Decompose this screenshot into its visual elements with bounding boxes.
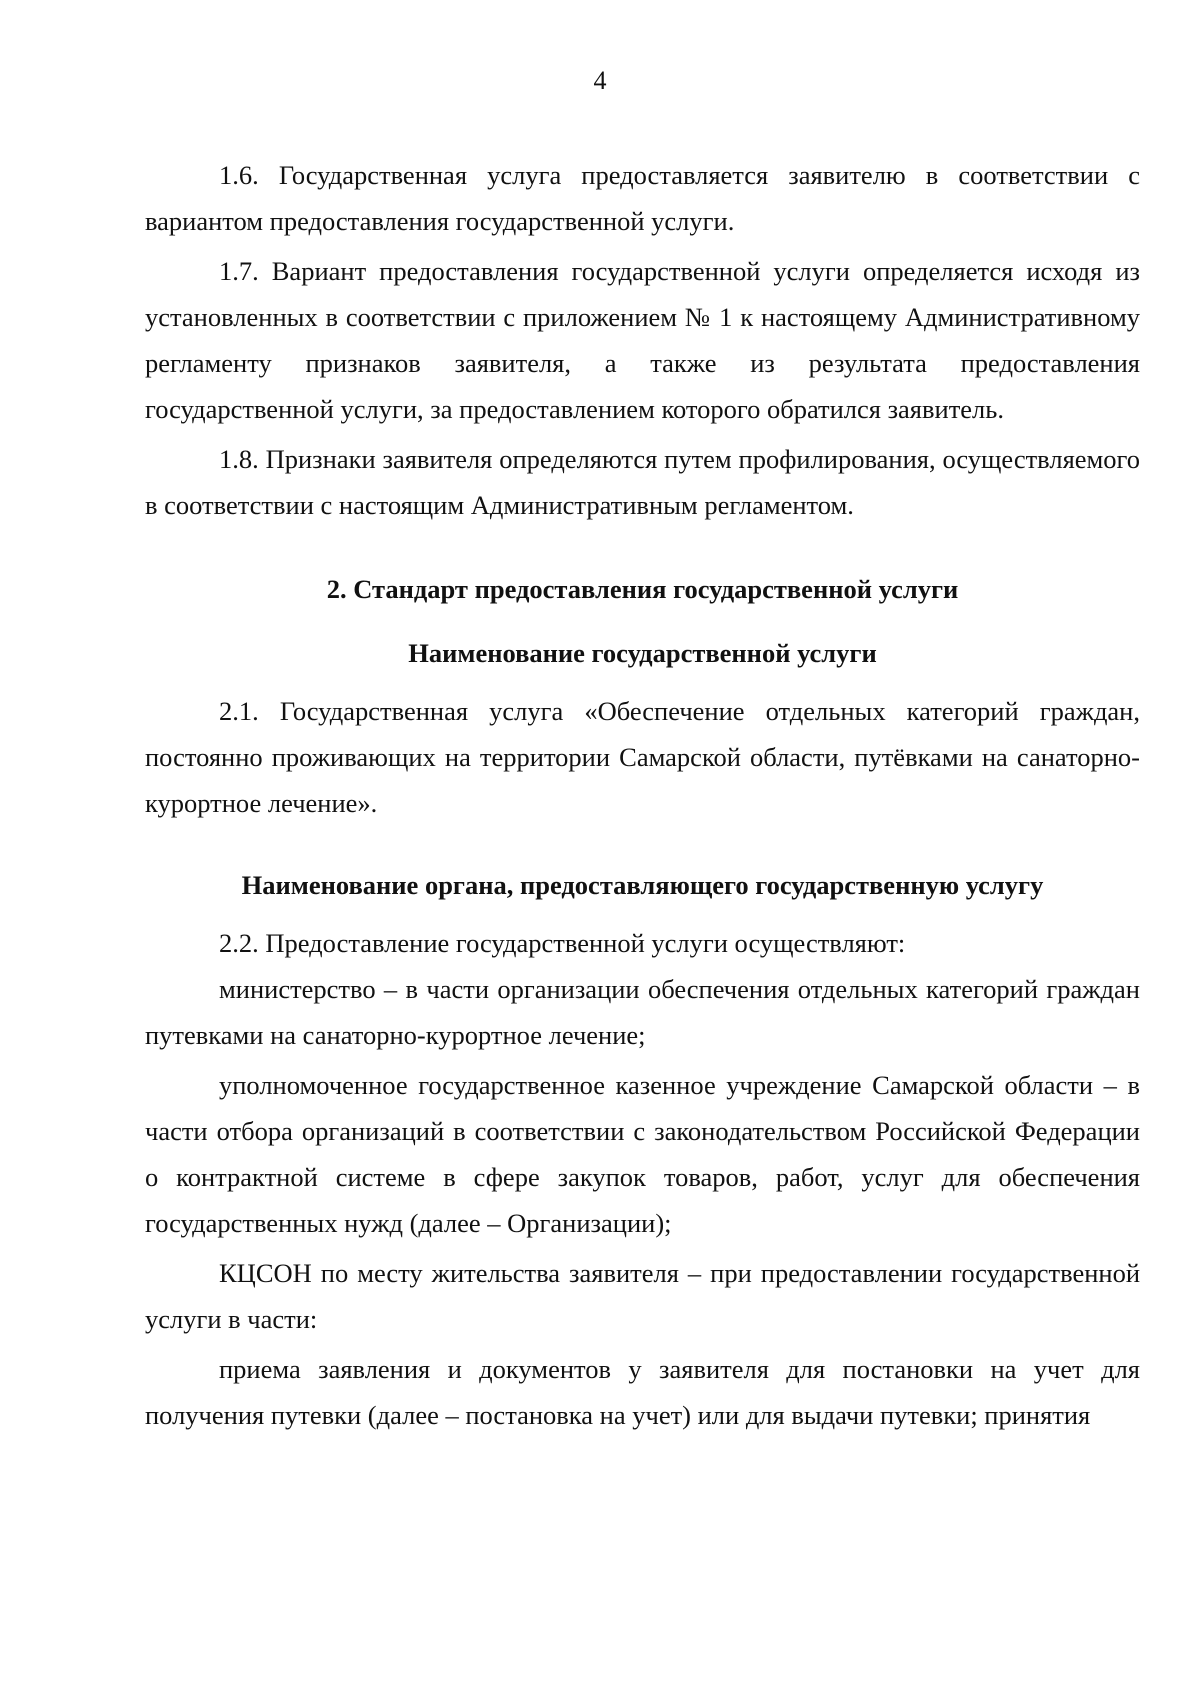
subheading-organization-name: Наименование органа, предоставляющего государственную услугу [241, 870, 1044, 900]
paragraph-institution: уполномоченное государственное казенное учреждение Самарской области – в части отбора организаций в соответствии с законодательством Российской Федерации о контрактной системе в сфере закупок товаров, работ, услуг для обеспечения государственных нужд (далее – Организации); [145, 1070, 1140, 1238]
paragraph-kcson: КЦСОН по месту жительства заявителя – при предоставлении государственной услуги в части: [145, 1258, 1140, 1334]
paragraph-1-6: 1.6. Государственная услуга предоставляется заявителю в соответствии с вариантом предоставления государственной услуги. [145, 160, 1140, 236]
paragraph-ministry: министерство – в части организации обеспечения отдельных категорий граждан путевками на санаторно-курортное лечение; [145, 974, 1140, 1050]
paragraph-1-8: 1.8. Признаки заявителя определяются путем профилирования, осуществляемого в соответствии с настоящим Административным регламентом. [145, 444, 1140, 520]
subheading-service-name: Наименование государственной услуги [408, 638, 877, 668]
paragraph-2-1: 2.1. Государственная услуга «Обеспечение отдельных категорий граждан, постоянно проживающих на территории Самарской области, путёвками на санаторно-курортное лечение». [145, 696, 1140, 818]
page-number: 4 [593, 66, 607, 95]
paragraph-1-7: 1.7. Вариант предоставления государственной услуги определяется исходя из установленных в соответствии с приложением № 1 к настоящему Административному регламенту признаков заявителя, а также из результата предоставления государственной услуги, за предоставлением которого обратился заявитель. [145, 256, 1140, 424]
paragraph-2-2: 2.2. Предоставление государственной услуги осуществляют: [219, 928, 906, 958]
paragraph-reception: приема заявления и документов у заявителя для постановки на учет для получения путевки (далее – постановка на учет) или для выдачи путевки; принятия [145, 1354, 1140, 1430]
section-heading-2: 2. Стандарт предоставления государственной услуги [326, 574, 959, 604]
document-body [145, 152, 1140, 1438]
